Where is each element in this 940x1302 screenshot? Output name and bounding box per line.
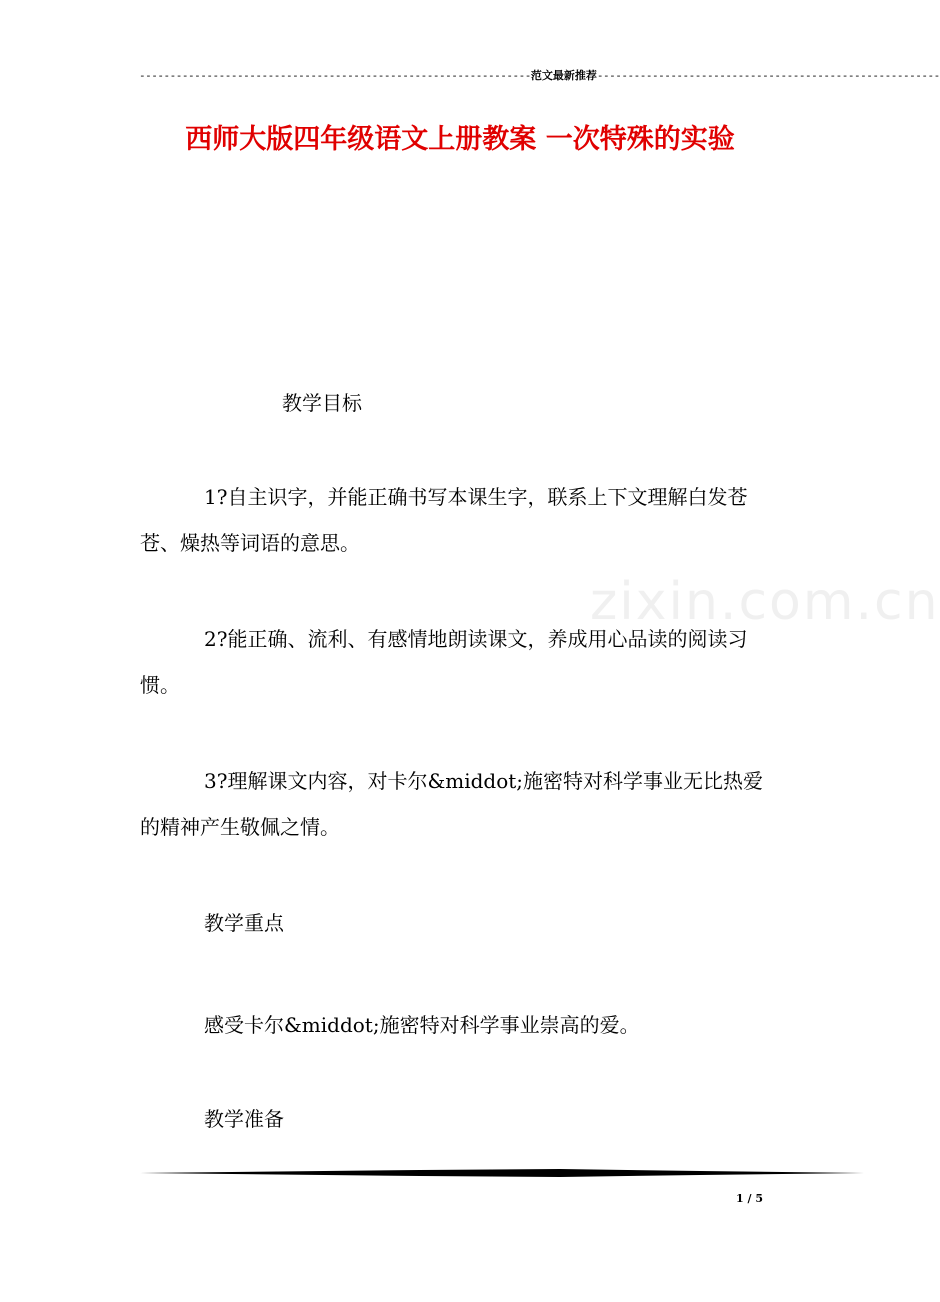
page-number: 1 / 5 bbox=[736, 1192, 763, 1205]
watermark: zixin.com.cn bbox=[590, 572, 940, 632]
goal-item-3: 3?理解课文内容，对卡尔&middot;施密特对科学事业无比热爱的精神产生敬佩之情。 bbox=[140, 769, 764, 839]
key-point-text: 感受卡尔&middot;施密特对科学事业崇高的爱。 bbox=[204, 1013, 640, 1037]
footer-rule bbox=[140, 1168, 864, 1178]
header-dashes-right: -------------------------------------------------------- bbox=[596, 69, 940, 82]
goal-item-1: 1?自主识字，并能正确书写本课生字，联系上下文理解白发苍苍、燥热等词语的意思。 bbox=[140, 485, 748, 555]
header-label: 范文最新推荐 bbox=[530, 69, 597, 82]
goal-item-2: 2?能正确、流利、有感情地朗读课文，养成用心品读的阅读习惯。 bbox=[140, 627, 748, 697]
heading-preparation: 教学准备 bbox=[204, 1107, 284, 1131]
heading-teaching-goals: 教学目标 bbox=[282, 391, 362, 415]
header-dashes-left: ---------------------------------------------------------------- bbox=[139, 69, 531, 82]
page-header bbox=[139, 68, 940, 84]
heading-key-points: 教学重点 bbox=[204, 911, 284, 935]
document-title: 西师大版四年级语文上册教案 一次特殊的实验 bbox=[185, 124, 735, 155]
